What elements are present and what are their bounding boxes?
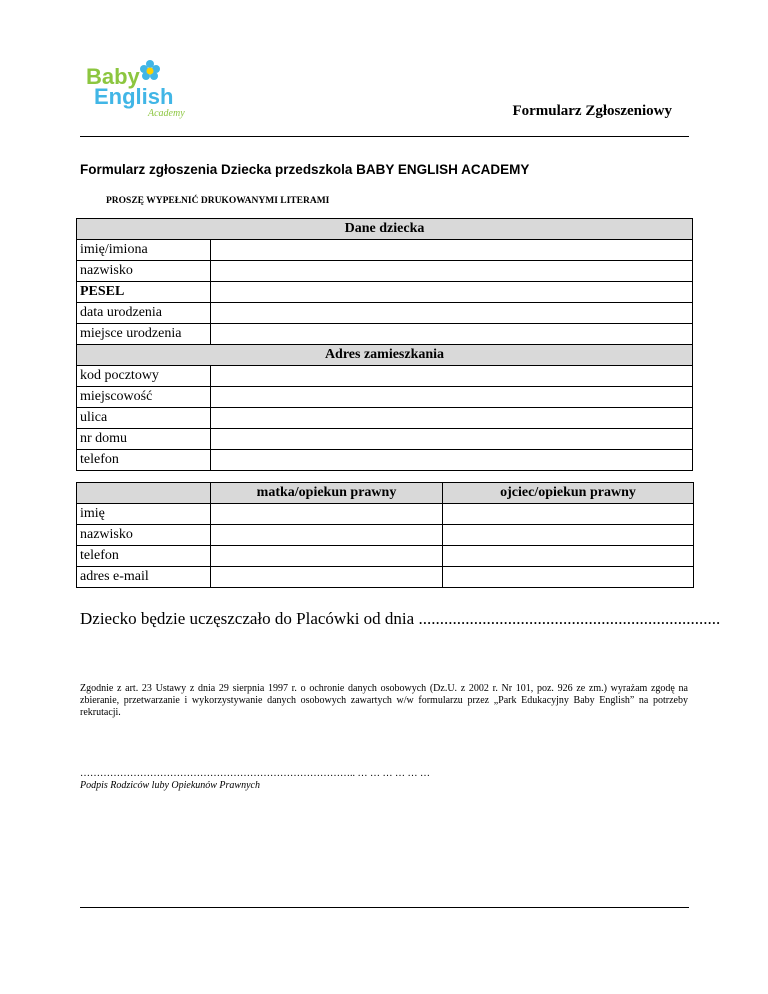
postal-code-input[interactable] xyxy=(211,366,693,387)
father-column-header: ojciec/opiekun prawny xyxy=(443,483,694,504)
field-label: miejsce urodzenia xyxy=(77,324,211,345)
street-input[interactable] xyxy=(211,408,693,429)
logo-text-baby: Baby xyxy=(86,64,140,89)
field-label: miejscowość xyxy=(77,387,211,408)
logo-text-english: English xyxy=(94,84,174,109)
footer-divider xyxy=(80,907,689,908)
phone-input[interactable] xyxy=(211,450,693,471)
birth-date-input[interactable] xyxy=(211,303,693,324)
parents-table xyxy=(76,482,694,588)
flower-icon xyxy=(140,60,160,80)
mother-phone-input[interactable] xyxy=(211,546,443,567)
city-input[interactable] xyxy=(211,387,693,408)
last-name-input[interactable] xyxy=(211,261,693,282)
signature-line: ……………………………………………………………………….. … … … … … … xyxy=(80,768,430,779)
consent-paragraph: Zgodnie z art. 23 Ustawy z dnia 29 sierpnia 1997 r. o ochronie danych osobowych (Dz.U. z 2002 r. Nr 101, poz. 926 ze zm.) wyrażam zgodę na zbieranie, przetwarzanie i wykorzystywanie danych osobowych zawartych w/w formularzu przez „Park Edukacyjny Baby English” na potrzeby rekrutacji. xyxy=(80,683,688,718)
mother-first-name-input[interactable] xyxy=(211,504,443,525)
header-title: Formularz Zgłoszeniowy xyxy=(512,103,672,119)
field-label: adres e-mail xyxy=(77,567,211,588)
form-title: Formularz zgłoszenia Dziecka przedszkola BABY ENGLISH ACADEMY xyxy=(80,162,530,177)
father-email-input[interactable] xyxy=(443,567,694,588)
birth-place-input[interactable] xyxy=(211,324,693,345)
field-label: imię xyxy=(77,504,211,525)
child-data-table xyxy=(76,218,693,471)
first-name-input[interactable] xyxy=(211,240,693,261)
field-label: nazwisko xyxy=(77,525,211,546)
field-label: imię/imiona xyxy=(77,240,211,261)
mother-email-input[interactable] xyxy=(211,567,443,588)
pesel-input[interactable] xyxy=(211,282,693,303)
mother-column-header: matka/opiekun prawny xyxy=(211,483,443,504)
house-number-input[interactable] xyxy=(211,429,693,450)
father-phone-input[interactable] xyxy=(443,546,694,567)
parents-header-blank xyxy=(77,483,211,504)
field-label: nazwisko xyxy=(77,261,211,282)
field-label: kod pocztowy xyxy=(77,366,211,387)
father-last-name-input[interactable] xyxy=(443,525,694,546)
address-section-header: Adres zamieszkania xyxy=(77,345,693,366)
logo-text-academy: Academy xyxy=(148,108,185,119)
form-instruction: PROSZĘ WYPEŁNIĆ DRUKOWANYMI LITERAMI xyxy=(106,196,330,206)
field-label: nr domu xyxy=(77,429,211,450)
start-date-line: Dziecko będzie uczęszczało do Placówki od dnia ....................................................................... xyxy=(80,609,721,628)
field-label: telefon xyxy=(77,546,211,567)
child-section-header: Dane dziecka xyxy=(77,219,693,240)
signature-caption: Podpis Rodziców luby Opiekunów Prawnych xyxy=(80,780,260,791)
field-label: data urodzenia xyxy=(77,303,211,324)
field-label: ulica xyxy=(77,408,211,429)
field-label: telefon xyxy=(77,450,211,471)
father-first-name-input[interactable] xyxy=(443,504,694,525)
baby-english-academy-logo xyxy=(80,56,200,120)
header-divider xyxy=(80,136,689,137)
field-label: PESEL xyxy=(77,282,211,303)
mother-last-name-input[interactable] xyxy=(211,525,443,546)
